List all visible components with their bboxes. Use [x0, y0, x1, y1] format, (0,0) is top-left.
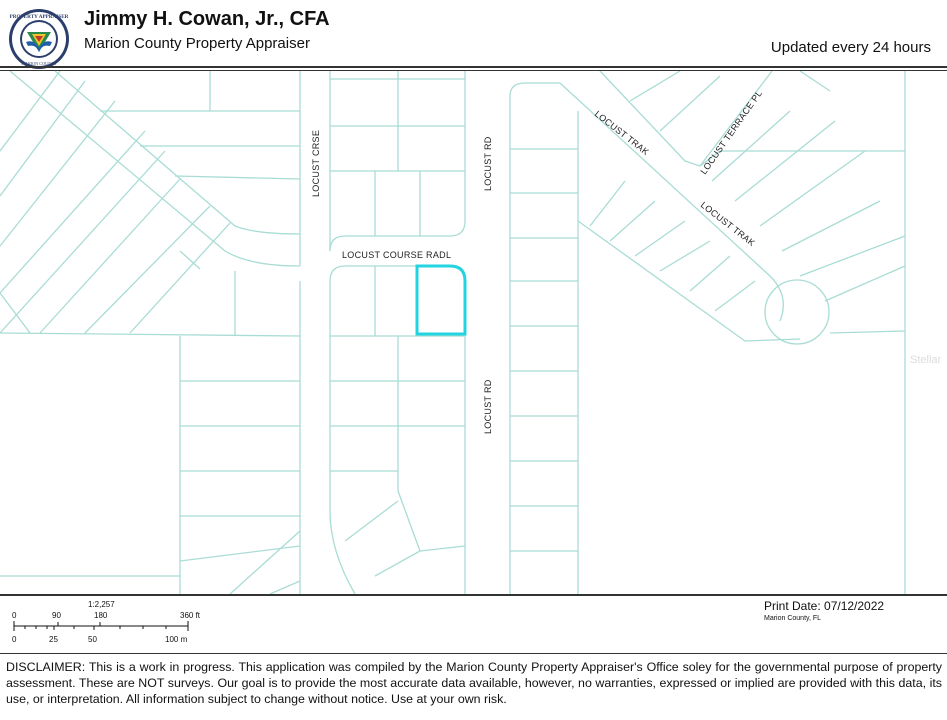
property-appraiser-seal-logo [8, 8, 70, 70]
disclaimer-divider [0, 653, 947, 654]
road-label-locust-trak-south: LOCUST TRAK [698, 199, 757, 249]
page-header [0, 0, 947, 66]
header-divider [0, 66, 947, 68]
print-date: Print Date: 07/12/2022 [764, 599, 885, 613]
scale-bar-lines [14, 621, 188, 631]
svg-text:PROPERTY APPRAISER: PROPERTY APPRAISER [9, 14, 69, 20]
svg-text:MARION COUNTY: MARION COUNTY [21, 61, 57, 66]
road-label-locust-rd-south: LOCUST RD [483, 379, 493, 434]
scale-meter-tick-0: 0 [12, 635, 17, 644]
road-label-locust-course-radl: LOCUST COURSE RADL [342, 250, 452, 260]
road-labels [311, 88, 764, 434]
parcel-map[interactable] [0, 71, 947, 594]
scale-feet-tick-3: 360 ft [180, 611, 201, 620]
subject-parcel-highlight[interactable] [417, 266, 465, 334]
scale-meter-tick-1: 25 [49, 635, 58, 644]
road-label-locust-rd-north: LOCUST RD [483, 136, 493, 191]
scale-feet-tick-0: 0 [12, 611, 17, 620]
scale-feet-tick-2: 180 [94, 611, 108, 620]
scale-bar [0, 596, 300, 654]
road-label-locust-trak-north: LOCUST TRAK [592, 108, 651, 158]
road-label-locust-terrace-pl: LOCUST TERRACE PL [698, 88, 765, 177]
scale-feet-tick-1: 90 [52, 611, 61, 620]
update-frequency-note: Updated every 24 hours [770, 39, 931, 56]
scale-meter-tick-2: 50 [88, 635, 97, 644]
watermark: Stellar [910, 354, 942, 366]
scale-ratio: 1:2,257 [88, 600, 115, 609]
appraiser-name: Jimmy H. Cowan, Jr., CFA [84, 8, 330, 30]
organization-name: Marion County Property Appraiser [84, 35, 310, 52]
scale-meter-tick-3: 100 m [165, 635, 188, 644]
disclaimer-text: DISCLAIMER: This is a work in progress. This application was compiled by the Marion County Property Appraiser's Office soley for the governmental purpose of property assessment. These are NOT surveys. Our goal is to provide the most accurate data available, however, no warranties, expressed or implied are provided with this data, its use, or interpretation. All information subject to change without notice. Use at your own risk. [6, 660, 942, 706]
print-county: Marion County, FL [764, 615, 822, 622]
road-label-locust-crse: LOCUST CRSE [311, 129, 321, 197]
parcel-map-canvas[interactable] [0, 71, 947, 594]
